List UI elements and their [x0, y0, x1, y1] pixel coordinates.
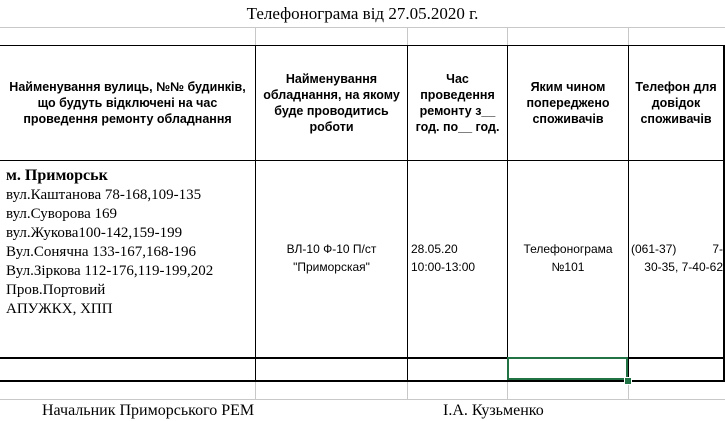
street-line: Вул.Сонячна 133-167,168-196 — [6, 244, 197, 260]
column-divider — [507, 382, 508, 399]
table-bottom-border — [0, 380, 725, 382]
empty-cell[interactable] — [256, 359, 407, 380]
repair-time: 10:00-13:00 — [411, 260, 476, 274]
phone-numbers: 30-35, 7-40-62 — [644, 260, 723, 274]
header-bottom-border — [0, 160, 725, 161]
notification-line: Телефонограма — [523, 242, 613, 256]
street-line: вул.Каштанова 78-168,109-135 — [6, 187, 202, 203]
header-cell-notification-method[interactable]: Яким чином попереджено споживачів — [526, 80, 610, 126]
street-line: вул.Суворова 169 — [6, 206, 118, 222]
document-title: Телефонограма від 27.05.2020 г. — [246, 4, 479, 23]
cell-phone[interactable] — [631, 240, 723, 276]
header-cell-equipment[interactable]: Найменування обладнання, на якому буде проводитись роботи — [263, 72, 400, 134]
street-line: АПУЖКХ, ХПП — [6, 301, 113, 317]
row-divider — [0, 399, 725, 400]
city-name: м. Приморськ — [6, 167, 108, 184]
phone-line-1 — [631, 240, 723, 258]
column-divider — [628, 28, 629, 45]
street-line: вул.Жукова100-142,159-199 — [6, 225, 183, 241]
header-cell-streets[interactable]: Найменування вулиць, №№ будинків, що будуть відключені на час проведення ремонту обладнання — [9, 80, 246, 126]
cell-notification-method[interactable] — [508, 240, 628, 276]
row-divider — [0, 27, 725, 28]
cell-equipment[interactable] — [256, 240, 407, 276]
empty-cell[interactable] — [0, 359, 255, 380]
phone-code: (061-37) — [631, 242, 677, 256]
fill-handle[interactable] — [624, 377, 632, 385]
column-divider — [507, 28, 508, 45]
column-divider — [255, 382, 256, 399]
equipment-line: ВЛ-10 Ф-10 П/ст — [286, 242, 377, 256]
header-cell-phone[interactable]: Телефон для довідок споживачів — [635, 80, 717, 126]
column-divider — [407, 382, 408, 399]
equipment-line: "Приморская" — [293, 260, 370, 274]
notification-line: №101 — [551, 260, 585, 274]
street-line: Пров.Портовий — [6, 282, 106, 298]
column-divider — [255, 28, 256, 45]
repair-date: 28.05.20 — [411, 242, 458, 256]
header-cell-repair-time[interactable]: Час проведення ремонту з__ год. по__ год. — [415, 72, 500, 134]
selected-cell[interactable] — [507, 357, 628, 380]
column-divider — [407, 28, 408, 45]
street-line: Вул.Зіркова 112-176,119-199,202 — [6, 263, 214, 279]
phone-suffix: 7- — [712, 242, 723, 256]
empty-cell[interactable] — [408, 359, 507, 380]
cell-repair-time[interactable] — [411, 240, 505, 276]
empty-cell[interactable] — [629, 359, 723, 380]
signature-position: Начальник Приморського РЕМ — [42, 402, 255, 419]
signatory-name: І.А. Кузьменко — [443, 402, 544, 419]
cell-addresses[interactable] — [6, 166, 252, 319]
